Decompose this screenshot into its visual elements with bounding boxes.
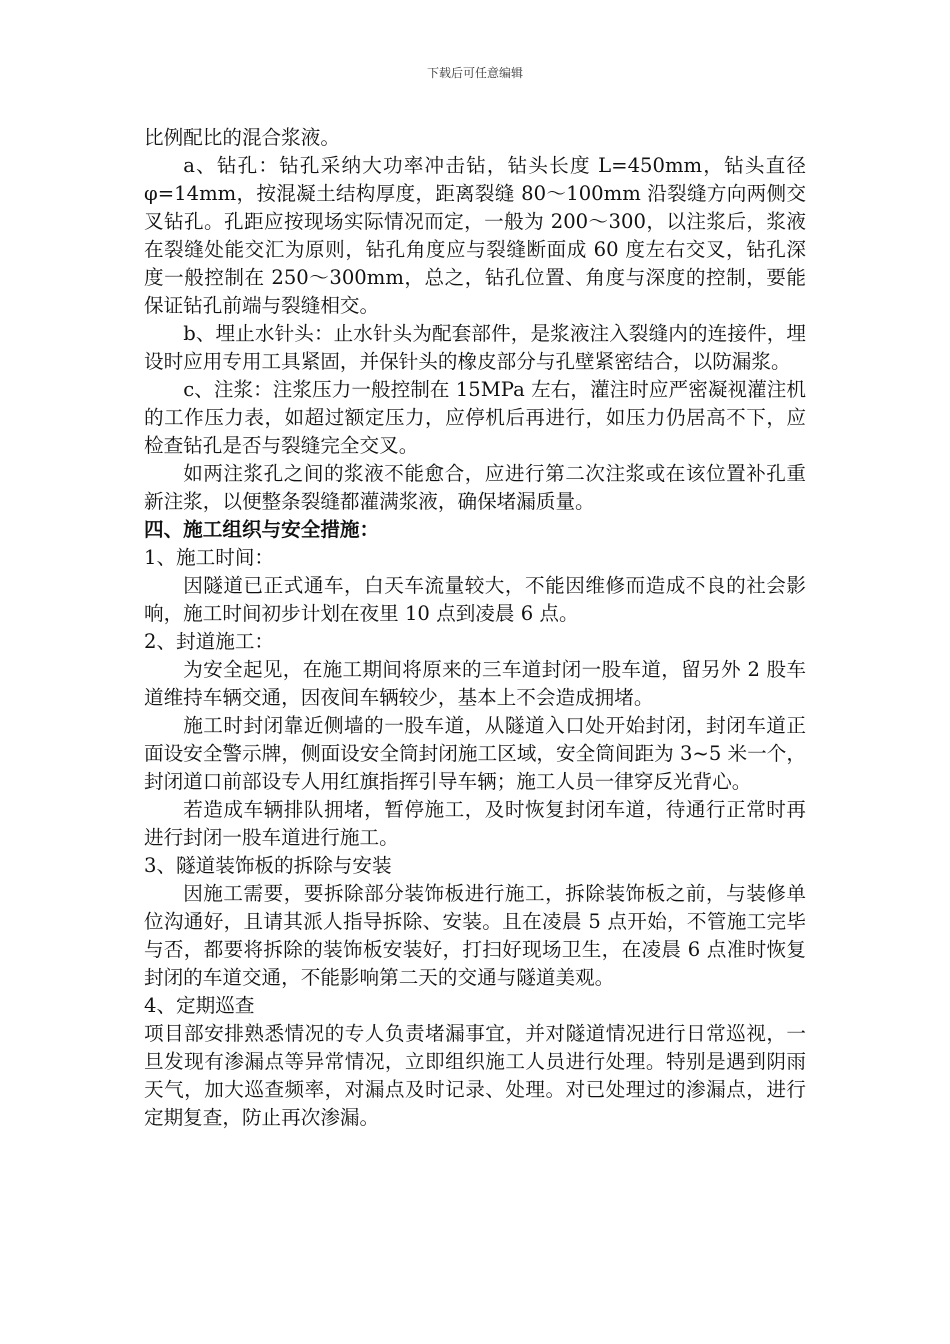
subheading-inspection: 4、定期巡查 — [144, 994, 255, 1017]
paragraph-panel-removal: 因施工需要，要拆除部分装饰板进行施工，拆除装饰板之前，与装修单位沟通好，且请其派人指导拆除、安装。且在凌晨 5 点开始，不管施工完毕与否，都要将拆除的装饰板安装好，打扫好现场卫生，在凌晨 6 点准时恢复封闭的车道交通，不能影响第二天的交通与隧道美观。 — [144, 882, 806, 989]
subheading-panel-removal: 3、隧道装饰板的拆除与安装 — [144, 854, 392, 877]
subheading-road-closure: 2、封道施工： — [144, 630, 275, 653]
paragraph-congestion: 若造成车辆排队拥堵，暂停施工，及时恢复封闭车道，待通行正常时再进行封闭一股车道进行施工。 — [144, 798, 806, 849]
paragraph-road-closure-method: 施工时封闭靠近侧墙的一股车道，从隧道入口处开始封闭，封闭车道正面设安全警示牌，侧面设安全筒封闭施工区域，安全筒间距为 3~5 米一个，封闭道口前部设专人用红旗指挥引导车辆；施工人员一律穿反光背心。 — [144, 714, 806, 793]
paragraph-inspection: 项目部安排熟悉情况的专人负责堵漏事宜，并对隧道情况进行日常巡视，一旦发现有渗漏点等异常情况，立即组织施工人员进行处理。特别是遇到阴雨天气，加大巡查频率，对漏点及时记录、处理。对已处理过的渗漏点，进行定期复查，防止再次渗漏。 — [144, 1022, 806, 1129]
paragraph-construction-time: 因隧道已正式通车，白天车流量较大，不能因维修而造成不良的社会影响，施工时间初步计划在夜里 10 点到凌晨 6 点。 — [144, 574, 806, 625]
paragraph-grouting: c、注浆：注浆压力一般控制在 15MPa 左右，灌注时应严密凝视灌注机的工作压力表，如超过额定压力，应停机后再进行，如压力仍居高不下，应检查钻孔是否与裂缝完全交叉。 — [144, 378, 806, 457]
document-body — [144, 124, 806, 1132]
paragraph-needle-head: b、埋止水针头：止水针头为配套部件，是浆液注入裂缝内的连接件，埋设时应用专用工具紧固，并保针头的橡皮部分与孔壁紧密结合，以防漏浆。 — [144, 322, 806, 373]
page-header: 下载后可任意编辑 — [426, 66, 523, 80]
subheading-construction-time: 1、施工时间： — [144, 546, 275, 569]
paragraph-second-grouting: 如两注浆孔之间的浆液不能愈合，应进行第二次注浆或在该位置补孔重新注浆，以便整条裂缝都灌满浆液，确保堵漏质量。 — [144, 462, 806, 513]
paragraph-mix-ratio: 比例配比的混合浆液。 — [144, 126, 340, 149]
paragraph-drilling: a、钻孔：钻孔采纳大功率冲击钻，钻头长度 L=450mm，钻头直径 φ=14mm，按混凝土结构厚度，距离裂缝 80～100mm 沿裂缝方向两侧交叉钻孔。孔距应按现场实际情况而定，一般为 200～300，以注浆后，浆液在裂缝处能交汇为原则，钻孔角度应与裂缝断面成 60 度左右交叉，钻孔深度一般控制在 250～300mm，总之，钻孔位置、角度与深度的控制，要能保证钻孔前端与裂缝相交。 — [144, 154, 806, 317]
paragraph-road-closure-lanes: 为安全起见，在施工期间将原来的三车道封闭一股车道，留另外 2 股车道维持车辆交通，因夜间车辆较少，基本上不会造成拥堵。 — [144, 658, 806, 709]
section-heading-construction-safety: 四、施工组织与安全措施： — [144, 518, 380, 541]
